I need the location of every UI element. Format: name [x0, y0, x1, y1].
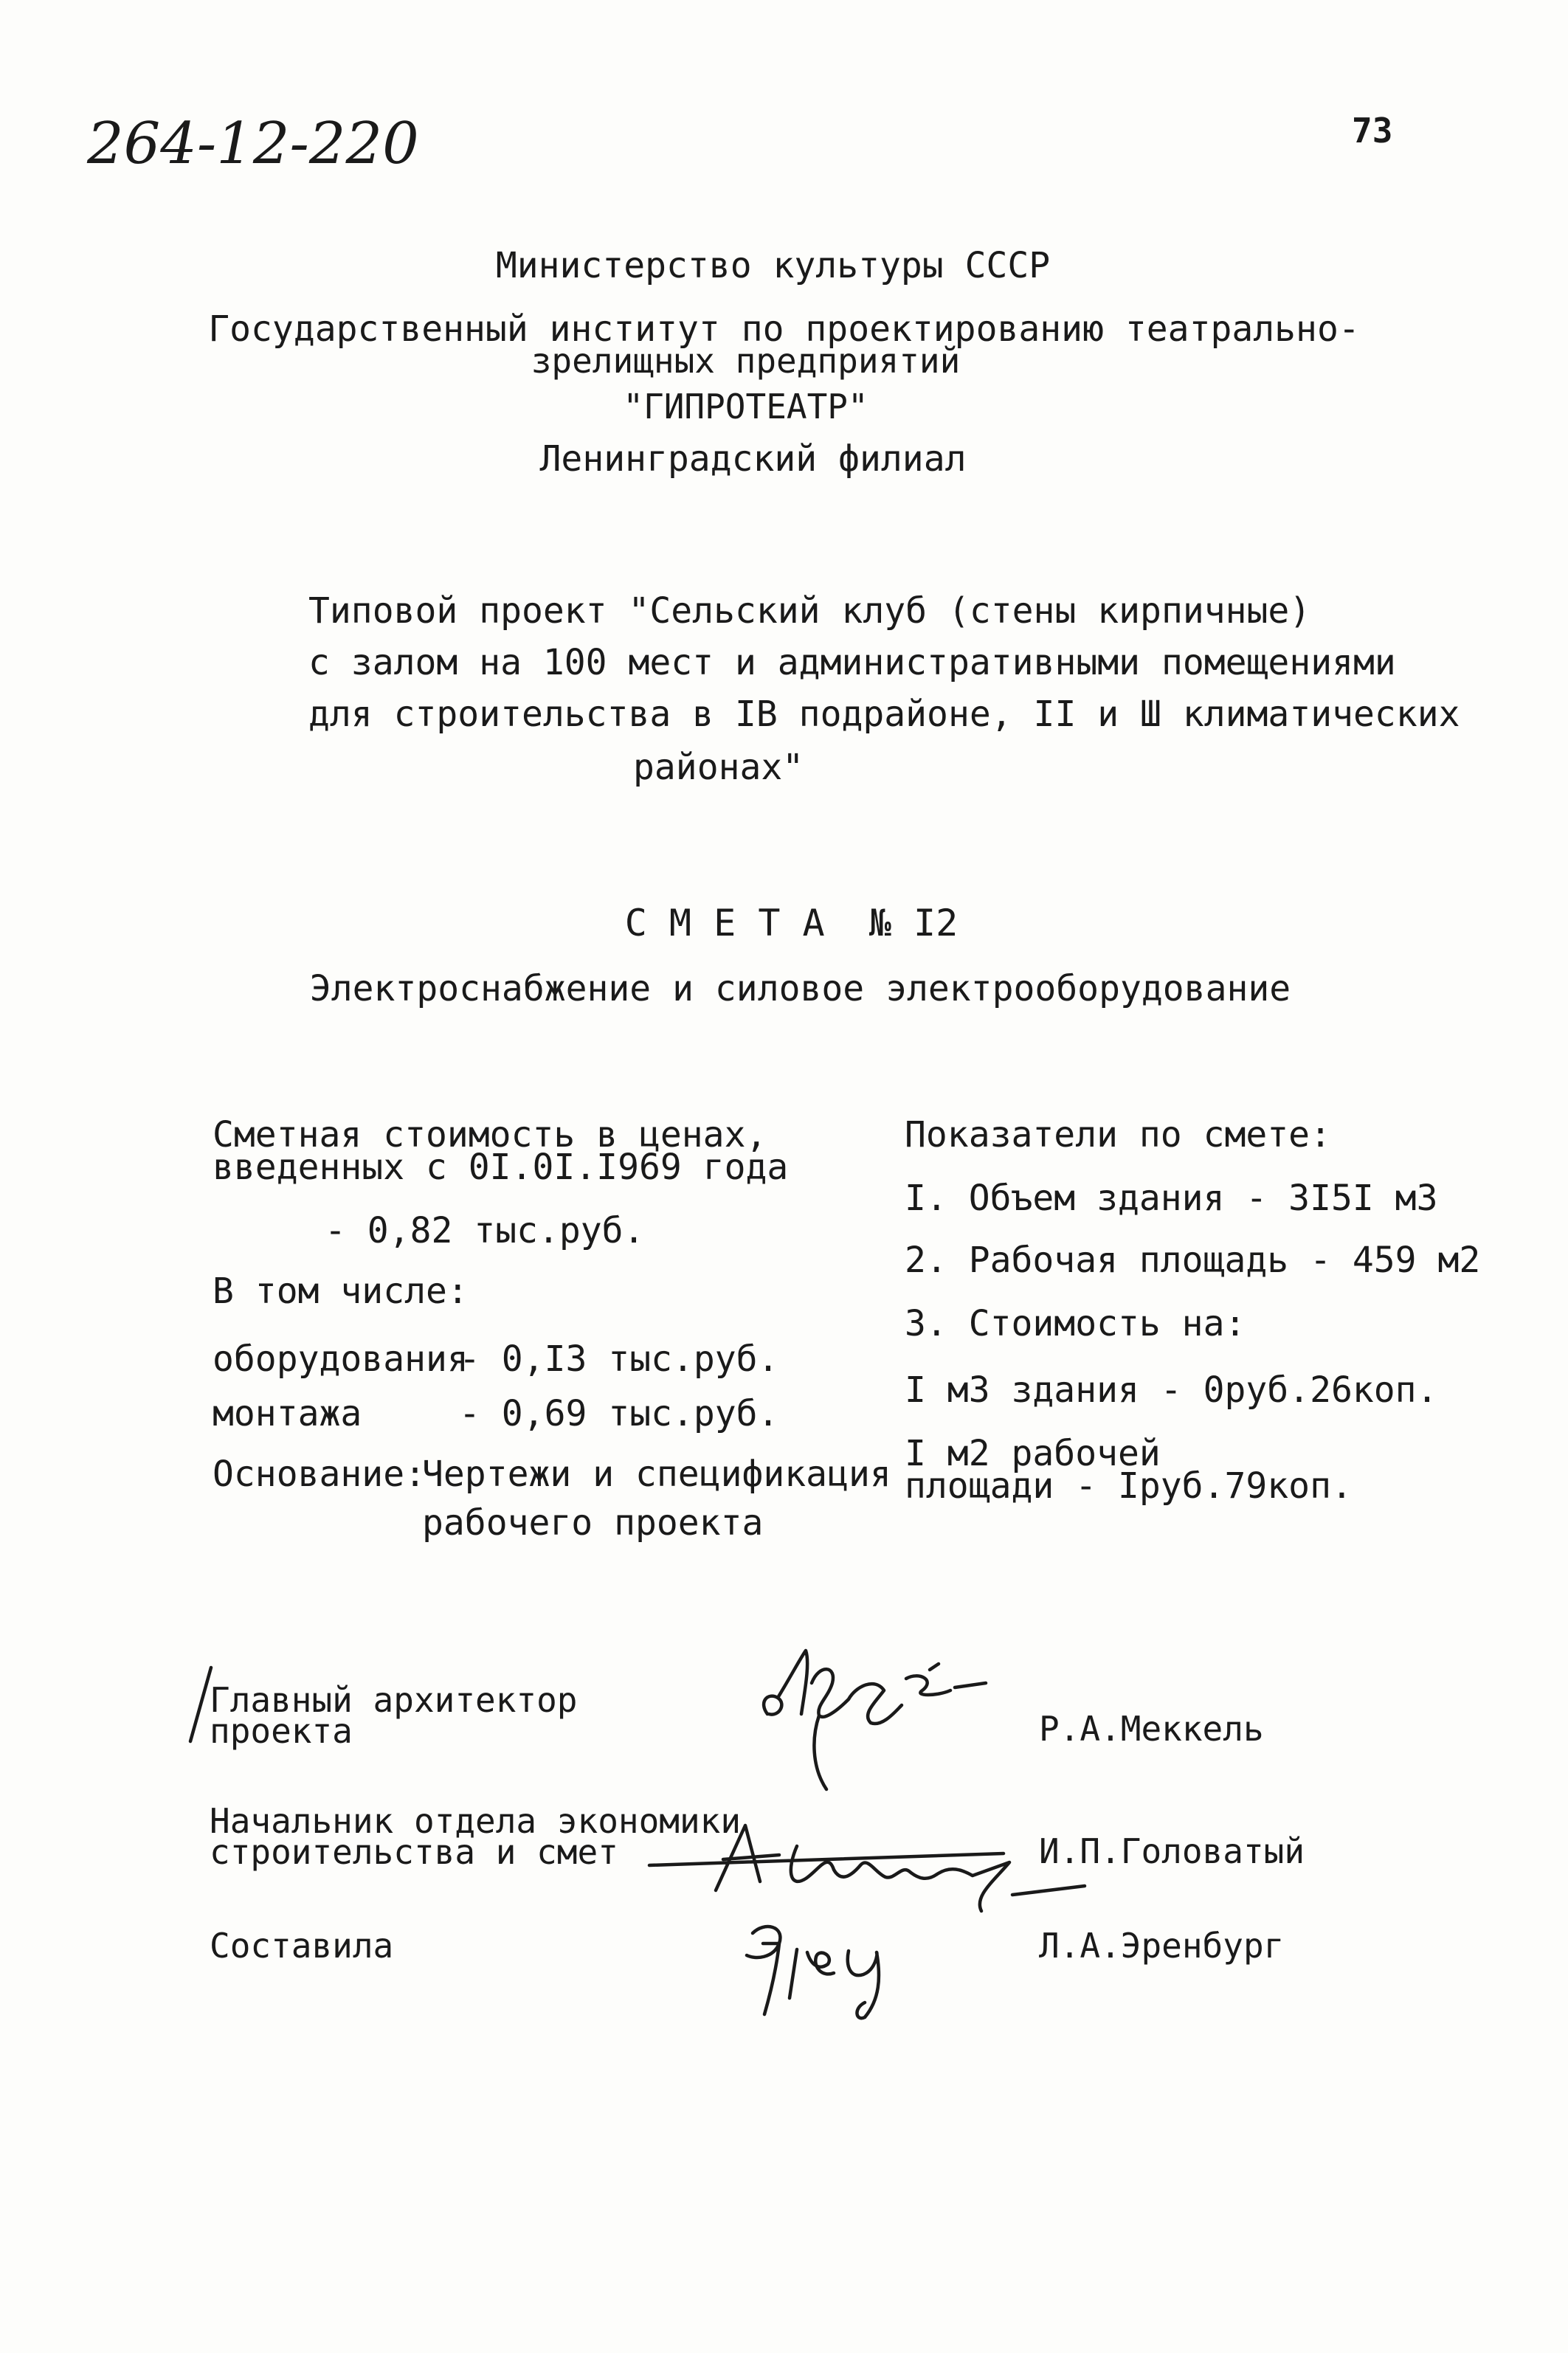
indicators-title: Показатели по смете: — [905, 1114, 1331, 1155]
document-code: 264-12-220 — [87, 111, 419, 177]
equipment-label: оборудования — [213, 1338, 469, 1380]
signature-role-2-line-1: Начальник отдела экономики — [210, 1801, 742, 1841]
basis-label: Основание: — [213, 1454, 426, 1495]
indicator-cost-per-m2-line-2: площади - Iруб.79коп. — [905, 1465, 1353, 1507]
indicator-cost-per-m3: I м3 здания - 0руб.26коп. — [905, 1369, 1438, 1411]
indicator-cost-per-m2-line-1: I м2 рабочей — [905, 1433, 1161, 1474]
signature-role-2-line-2: строительства и смет — [210, 1832, 618, 1872]
signature-role-3: Составила — [210, 1926, 394, 1966]
installation-label: монтажа — [213, 1393, 362, 1434]
signature-name-3: Л.А.Эренбург — [1039, 1926, 1285, 1966]
project-line-4: районах" — [633, 747, 804, 788]
basis-line-1: Чертежи и спецификация — [422, 1454, 891, 1495]
equipment-value: - 0,I3 тыс.руб. — [459, 1338, 779, 1380]
signature-role-1-line-1: Главный архитектор — [210, 1680, 578, 1720]
project-line-3: для строительства в IВ подрайоне, II и Ш климатических — [308, 694, 1460, 735]
margin-bracket — [177, 1660, 221, 1749]
basis-line-2: рабочего проекта — [422, 1502, 764, 1544]
branch-name: Ленинградский филиал — [539, 438, 967, 480]
indicator-cost-per: 3. Стоимость на: — [905, 1303, 1246, 1344]
institute-line-2: зрелищных предприятий — [531, 341, 961, 381]
handwritten-signature-1 — [745, 1634, 1033, 1819]
signature-name-1: Р.А.Меккель — [1039, 1709, 1264, 1749]
institute-name: "ГИПРОТЕАТР" — [623, 387, 868, 426]
total-cost: - 0,82 тыс.руб. — [325, 1210, 645, 1251]
estimate-title: С М Е Т А № I2 — [624, 902, 959, 944]
signature-name-2: И.П.Головатый — [1039, 1831, 1305, 1871]
indicator-building-volume: I. Объем здания - 3I5I м3 — [905, 1178, 1438, 1219]
signature-role-1-line-2: проекта — [210, 1711, 353, 1751]
project-line-1: Типовой проект "Сельский клуб (стены кирпичные) — [308, 590, 1311, 632]
including-label: В том числе: — [213, 1271, 469, 1312]
handwritten-signature-2 — [635, 1808, 1181, 1918]
ministry-name: Министерство культуры СССР — [495, 245, 1051, 286]
page-number: 73 — [1352, 111, 1393, 151]
cost-line-1: Сметная стоимость в ценах, — [213, 1114, 767, 1155]
institute-line-1: Государственный институт по проектированию театрально- — [208, 308, 1360, 350]
indicator-working-area: 2. Рабочая площадь - 459 м2 — [905, 1240, 1481, 1281]
handwritten-signature-3 — [731, 1911, 930, 2036]
cost-line-2: введенных с 0I.0I.I969 года — [213, 1147, 789, 1188]
project-line-2: с залом на 100 мест и административными помещениями — [308, 642, 1396, 683]
installation-value: - 0,69 тыс.руб. — [459, 1393, 779, 1434]
estimate-subtitle: Электроснабжение и силовое электрооборудование — [309, 968, 1291, 1009]
